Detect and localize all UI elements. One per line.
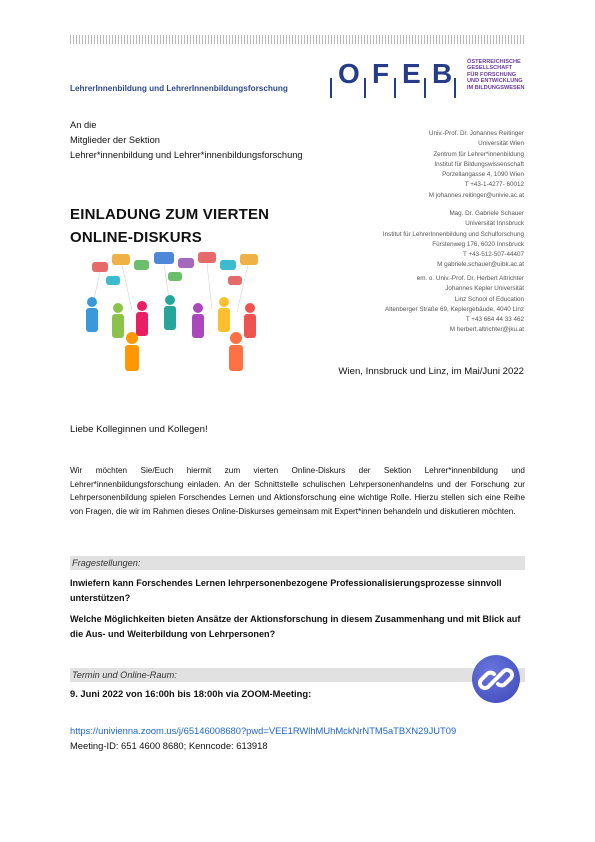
- address-line: Lehrer*innenbildung und Lehrer*innenbildungsforschung: [70, 150, 303, 160]
- contact-line: Univ.-Prof. Dr. Johannes Reitinger: [428, 130, 524, 137]
- contact-line: Altenberger Straße 69, Keplergebäude, 4040 Linz: [385, 305, 524, 313]
- invitation-title: [70, 203, 269, 249]
- contact-email[interactable]: M herbert.altrichter@jku.at: [449, 326, 524, 334]
- question-1: Inwiefern kann Forschendes Lernen lehrpersonenbezogene Professionalisierungsprozesse sinnvoll unterstützen?: [70, 578, 502, 603]
- contact-email[interactable]: M gabriele.schauer@uibk.ac.at: [437, 261, 524, 269]
- logo-subtitle: [467, 59, 537, 91]
- contact-reitinger: [429, 129, 524, 201]
- people-speech-bubbles-illustration: [72, 250, 277, 372]
- contact-line: T +43-1-4277- 60012: [464, 181, 524, 189]
- logo-subtitle-line: IM BILDUNGSWESEN: [467, 84, 525, 91]
- contact-line: Johannes Kepler Universität: [445, 285, 524, 293]
- header-dotted-rule: [70, 35, 525, 44]
- person-figures: [86, 295, 256, 371]
- event-datetime: 9. Juni 2022 von 16:00h bis 18:00h via ZOOM-Meeting:: [70, 688, 312, 699]
- contact-line: Universität Wien: [478, 140, 524, 148]
- date-line: Wien, Innsbruck und Linz, im Mai/Juni 2022: [338, 366, 524, 377]
- logo-letter-b: B: [432, 58, 453, 89]
- contact-line: Institut für Bildungswissenschaft: [434, 160, 524, 168]
- meeting-id: Meeting-ID: 651 4600 8680; Kenncode: 613918: [70, 740, 268, 751]
- greeting: Liebe Kolleginnen und Kollegen!: [70, 424, 208, 435]
- body-paragraph: Wir möchten Sie/Euch hiermit zum vierten Online-Diskurs der Sektion Lehrer*innenbildung und Lehrer*innenbildungsforschung einladen. An der Schnittstelle schulischen Lehrpersonenhandelns und der Forschung zur Lehrpersonenbildung spielen Forschendes Lernen und Aktionsforschung eine wichtige Rolle. Hierzu stellen sich eine Reihe von Fragen, die wir im Rahmen dieses Online-Diskurses gemeinsam mit Expert*innen behandeln und diskutieren möchten.: [70, 466, 525, 516]
- logo-letter-e: E: [402, 58, 421, 89]
- title-line: ONLINE-DISKURS: [70, 229, 202, 246]
- contact-line: Porzellangasse 4, 1090 Wien: [442, 171, 524, 179]
- contact-line: T +43 664 44 33 462: [465, 316, 524, 324]
- logo-letter-f: F: [372, 58, 390, 89]
- contact-line: Mag. Dr. Gabriele Schauer: [449, 210, 524, 217]
- chain-link-icon[interactable]: [472, 655, 520, 703]
- question-2: Welche Möglichkeiten bieten Ansätze der Aktionsforschung in diesem Zusammenhang und mit Blick auf die Aus- und Weiterbildung von Lehrpersonen?: [70, 614, 521, 639]
- title-line: EINLADUNG ZUM VIERTEN: [70, 206, 270, 223]
- contact-line: Institut für LehrerInnenbildung und Schulforschung: [382, 230, 524, 238]
- section-name: LehrerInnenbildung und LehrerInnenbildungsforschung: [70, 84, 288, 93]
- zoom-link[interactable]: https://univienna.zoom.us/j/65146008680?pwd=VEE1RWlhMUhMckNrNTM5aTBXN29JUT09: [70, 725, 457, 736]
- contact-line: Fürstenweg 176, 6020 Innsbruck: [432, 240, 524, 248]
- contact-altrichter: [385, 274, 524, 336]
- contact-line: Linz School of Education: [454, 295, 524, 303]
- contact-line: Universität Innsbruck: [465, 220, 524, 228]
- contact-line: em. o. Univ.-Prof. Dr. Herbert Altrichter: [416, 275, 524, 282]
- oefeb-logo: [328, 58, 458, 98]
- contact-schauer: [383, 209, 524, 271]
- logo-subtitle-line: UND ENTWICKLUNG: [467, 78, 523, 85]
- address-line: Mitglieder der Sektion: [70, 135, 160, 145]
- termin-heading: Termin und Online-Raum:: [70, 668, 525, 682]
- contact-email[interactable]: M johannes.reitinger@univie.ac.at: [428, 191, 524, 199]
- logo-subtitle-line: FÜR FORSCHUNG: [467, 71, 517, 78]
- logo-letter-o: O: [338, 58, 360, 89]
- contact-line: Zentrum für Lehrer*innenbildung: [433, 150, 524, 158]
- address-line: An die: [70, 120, 97, 130]
- logo-subtitle-line: ÖSTERREICHISCHE: [467, 59, 521, 65]
- questions-heading: Fragestellungen:: [70, 556, 525, 570]
- contact-line: T +43-512-507-44407: [463, 251, 524, 259]
- logo-subtitle-line: GESELLSCHAFT: [467, 65, 513, 72]
- recipient-address: [70, 118, 303, 163]
